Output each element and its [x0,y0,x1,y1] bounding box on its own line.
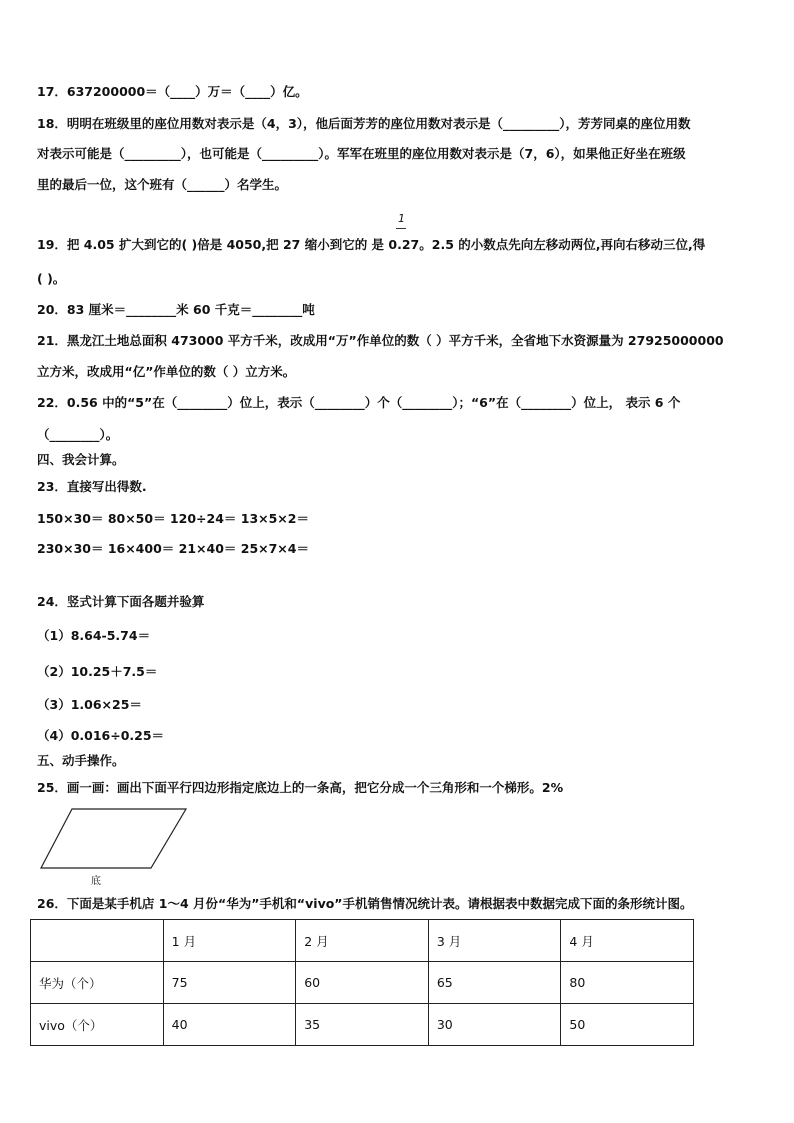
question-19-line-2: ( )。 [37,271,66,286]
question-24-item-2: （2）10.25＋7.5＝ [37,664,158,679]
table-header-row [31,920,694,962]
table-cell: 75 [163,962,296,1004]
question-18-line-2: 对表示可能是（_________），也可能是（_________）。军军在班里的座位用数对表示是（7，6），如果他正好坐在班级 [37,146,686,161]
table-cell: vivo（个） [31,1004,164,1046]
question-18-line-3: 里的最后一位，这个班有（______）名学生。 [37,177,288,192]
table-cell: 50 [561,1004,694,1046]
table-cell: 40 [163,1004,296,1046]
table-cell: 30 [428,1004,561,1046]
question-21-line-2: 立方米，改成用“亿”作单位的数（ ）立方米。 [37,364,296,379]
question-19-line-1: 19．把 4.05 扩大到它的( )倍是 4050,把 27 缩小到它的 是 0.27。2.5 的小数点先向左移动两位,再向右移动三位,得 [37,237,706,252]
question-22-line-2: （________）。 [37,427,119,442]
question-23-row-1: 150×30＝ 80×50＝ 120÷24＝ 13×5×2＝ [37,511,309,526]
table-cell: 80 [561,962,694,1004]
base-label: 底 [91,876,101,887]
section-4-heading: 四、我会计算。 [37,452,125,467]
fraction-numerator: 1 [398,212,405,225]
question-26: 26．下面是某手机店 1～4 月份“华为”手机和“vivo”手机销售情况统计表。请根据表中数据完成下面的条形统计图。 [37,896,693,911]
table-header-cell [31,920,164,962]
table-header-cell: 2 月 [296,920,429,962]
parallelogram-shape [41,809,186,868]
table-header-cell: 3 月 [428,920,561,962]
question-25: 25．画一画：画出下面平行四边形指定底边上的一条高，把它分成一个三角形和一个梯形。2% [37,780,564,795]
question-24-item-3: （3）1.06×25＝ [37,697,142,712]
question-18-line-1: 18．明明在班级里的座位用数对表示是（4，3），他后面芳芳的座位用数对表示是（_________），芳芳同桌的座位用数 [37,116,691,131]
question-24-item-1: （1）8.64-5.74＝ [37,628,151,643]
table-cell: 60 [296,962,429,1004]
question-20: 20．83 厘米＝________米 60 千克＝________吨 [37,302,315,317]
table-header-cell: 1 月 [163,920,296,962]
question-21-line-1: 21．黑龙江土地总面积 473000 平方千米，改成用“万”作单位的数（ ）平方千米，全省地下水资源量为 27925000000 [37,333,724,348]
question-17: 17．637200000＝（____）万＝（____）亿。 [37,84,308,99]
question-24: 24．竖式计算下面各题并验算 [37,594,205,609]
table-cell: 65 [428,962,561,1004]
table-cell: 华为（个） [31,962,164,1004]
table-row [31,962,694,1004]
table-cell: 35 [296,1004,429,1046]
question-23-row-2: 230×30＝ 16×400＝ 21×40＝ 25×7×4＝ [37,541,309,556]
table-header-cell: 4 月 [561,920,694,962]
question-24-item-4: （4）0.016÷0.25＝ [37,728,165,743]
table-row [31,1004,694,1046]
fraction-bar [396,228,406,229]
parallelogram-figure [38,806,190,872]
sales-table [30,919,694,1046]
question-23: 23．直接写出得数. [37,479,147,494]
question-22-line-1: 22．0.56 中的“5”在（________）位上，表示（________）个（________）；“6”在（________）位上， 表示 6 个 [37,395,681,410]
section-5-heading: 五、动手操作。 [37,753,125,768]
